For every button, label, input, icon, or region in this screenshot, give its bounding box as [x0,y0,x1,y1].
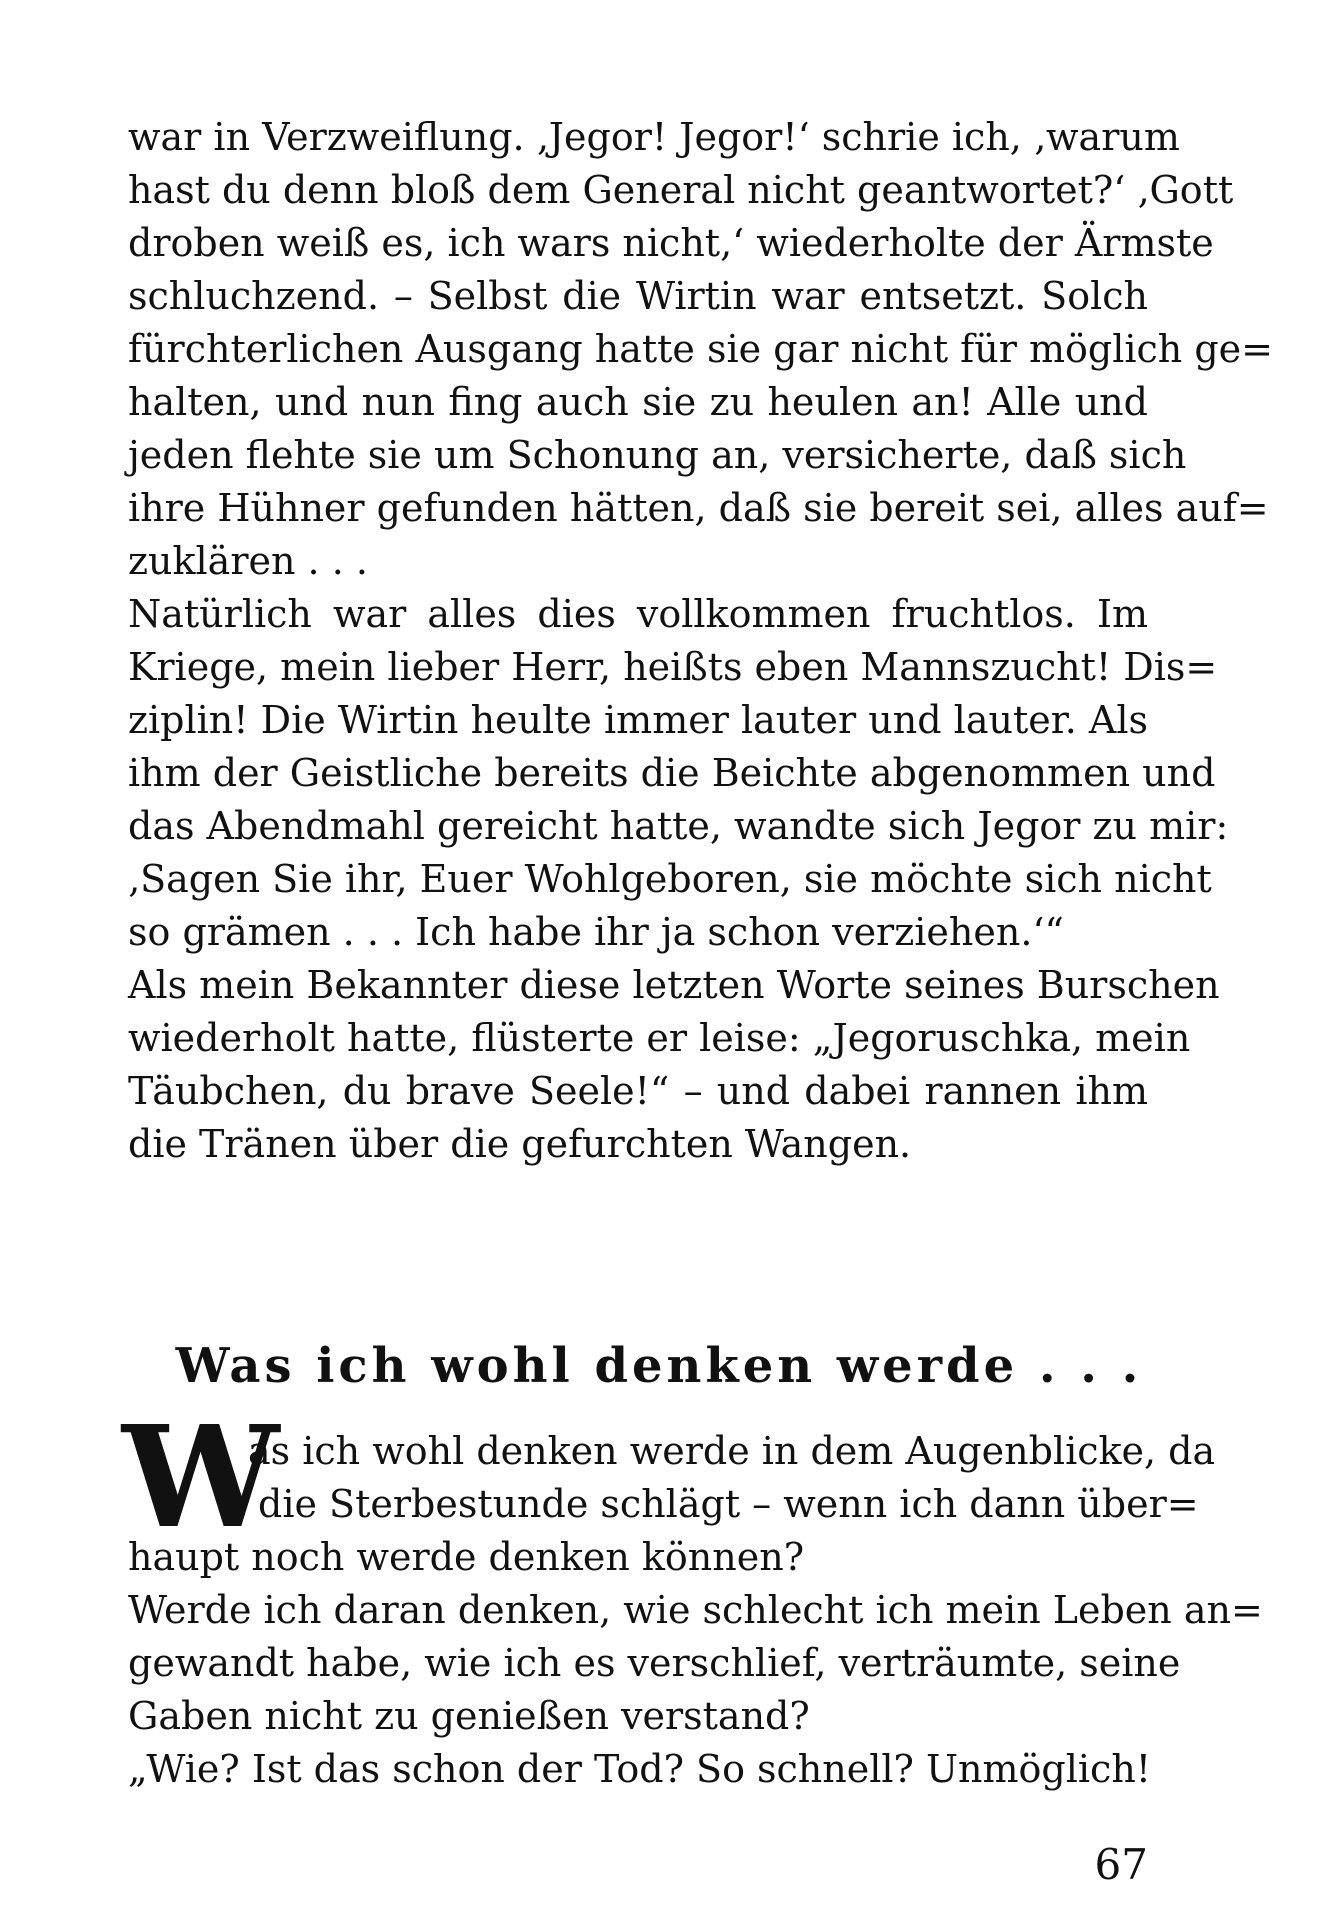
text-line: ‚Sagen Sie ihr, Euer Wohlgeboren, sie möchte sich nicht [128,857,1212,901]
text-line: ziplin! Die Wirtin heulte immer lauter und lauter. Als [128,698,1148,742]
text-line: halten, und nun fing auch sie zu heulen an! Alle und [128,380,1148,424]
text-line: die Sterbestunde schlägt – wenn ich dann über= [258,1482,1199,1526]
text-line: Natürlich war alles dies vollkommen fruchtlos. Im [128,592,1148,636]
text-line: haupt noch werde denken können? [128,1535,805,1579]
text-line: ihm der Geistliche bereits die Beichte abgenommen und [128,751,1216,795]
text-line: as ich wohl denken werde in dem Augenblicke, da [248,1429,1216,1473]
text-line: die Tränen über die gefurchten Wangen. [128,1122,912,1166]
text-line: wiederholt hatte, flüsterte er leise: „Jegoruschka, mein [128,1016,1191,1060]
text-line: so grämen . . . Ich habe ihr ja schon verziehen.‘“ [128,910,1064,954]
text-line: droben weiß es, ich wars nicht,‘ wiederholte der Ärmste [128,221,1214,265]
text-line: jeden flehte sie um Schonung an, versicherte, daß sich [128,433,1187,477]
text-line: „Wie? Ist das schon der Tod? So schnell? Unmöglich! [128,1747,1152,1791]
text-line: Als mein Bekannter diese letzten Worte seines Burschen [128,963,1220,1007]
text-line: hast du denn bloß dem General nicht geantwortet?‘ ‚Gott [128,168,1234,212]
text-line: schluchzend. – Selbst die Wirtin war entsetzt. Solch [128,274,1148,318]
text-line: war in Verzweiflung. ‚Jegor! Jegor!‘ schrie ich, ‚warum [128,115,1180,159]
text-line: Kriege, mein lieber Herr, heißts eben Mannszucht! Dis= [128,645,1218,689]
text-line: Gaben nicht zu genießen verstand? [128,1694,810,1738]
text-line: zuklären . . . [128,539,368,583]
section-heading: Was ich wohl denken werde . . . [175,1338,1143,1394]
text-line: ihre Hühner gefunden hätten, daß sie bereit sei, alles auf= [128,486,1269,530]
drop-cap: W [122,1396,280,1560]
text-line: das Abendmahl gereicht hatte, wandte sich Jegor zu mir: [128,804,1229,848]
text-line: Täubchen, du brave Seele!“ – und dabei rannen ihm [128,1069,1148,1113]
page-number: 67 [1094,1840,1148,1889]
text-line: Werde ich daran denken, wie schlecht ich mein Leben an= [128,1588,1263,1632]
text-line: gewandt habe, wie ich es verschlief, verträumte, seine [128,1641,1181,1685]
text-line: fürchterlichen Ausgang hatte sie gar nicht für möglich ge= [128,327,1273,371]
